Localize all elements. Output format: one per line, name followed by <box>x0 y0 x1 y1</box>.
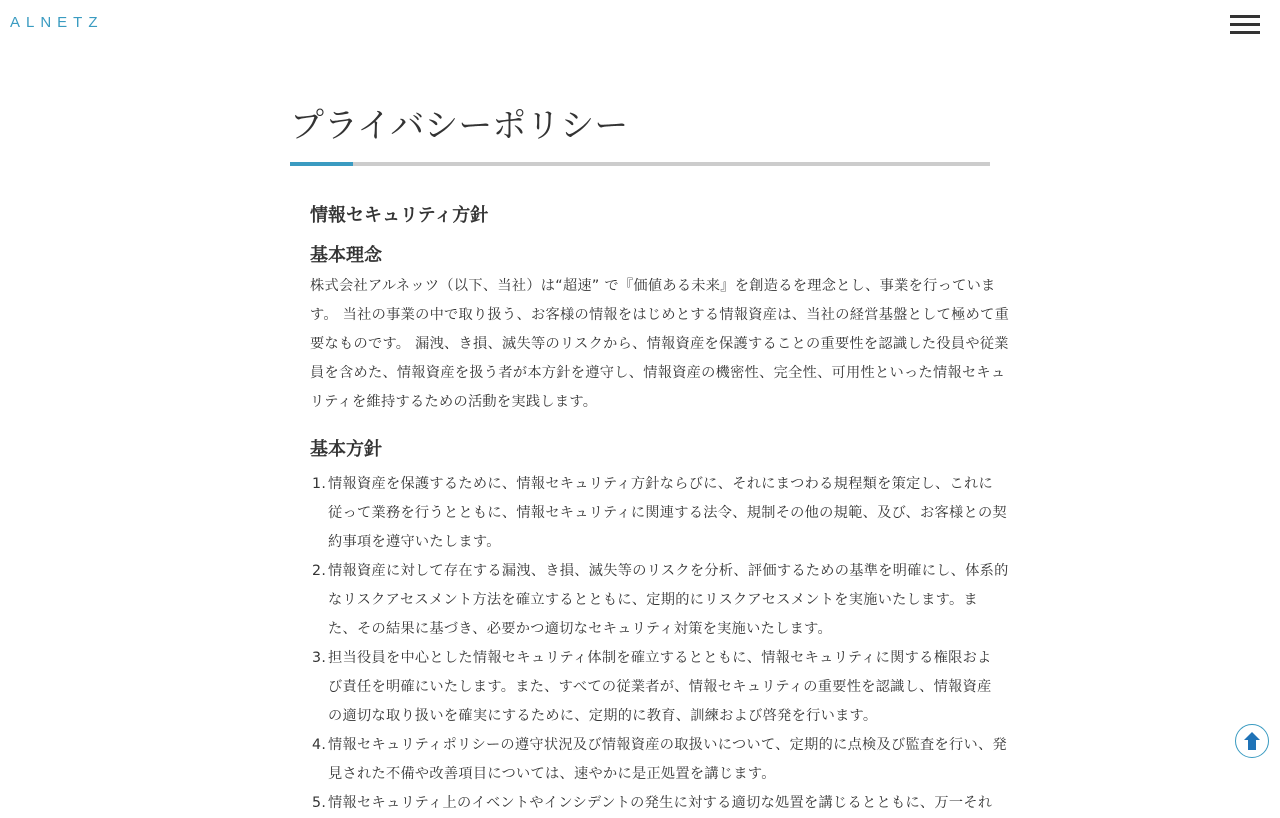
policy-list <box>310 470 1012 818</box>
policy-item <box>310 557 1012 644</box>
policy-item-number: 2. <box>312 563 327 579</box>
policy-heading: 基本方針 <box>310 439 382 460</box>
policy-item-line: 情報資産を保護するために、情報セキュリティ方針ならびに、それにまつわる規程類を策定し、これに <box>328 476 994 492</box>
policy-item-line: 担当役員を中心とした情報セキュリティ体制を確立するとともに、情報セキュリティに関する権限およ <box>328 650 992 666</box>
philosophy-heading: 基本理念 <box>310 245 382 266</box>
main-content <box>310 200 1012 818</box>
hamburger-menu-icon[interactable] <box>1230 15 1260 37</box>
menu-bar <box>1230 23 1260 26</box>
policy-item-line: 情報セキュリティ上のイベントやインシデントの発生に対する適切な処置を講じるとともに、万一それ <box>328 795 993 811</box>
policy-item-line: 情報資産に対して存在する漏洩、き損、滅失等のリスクを分析、評価するための基準を明確にし、体系的 <box>328 563 1009 579</box>
section-title: 情報セキュリティ方針 <box>310 205 489 226</box>
scroll-to-top-button[interactable] <box>1235 724 1269 758</box>
policy-item-line: の適切な取り扱いを確実にするために、定期的に教育、訓練および啓発を行います。 <box>328 708 878 724</box>
policy-item-line: 従って業務を行うとともに、情報セキュリティに関連する法令、規制その他の規範、及び、お客様との契 <box>328 505 1007 521</box>
paragraph-line: 員を含めた、情報資産を扱う者が本方針を遵守し、情報資産の機密性、完全性、可用性といった情報セキュ <box>310 365 1006 381</box>
policy-item-number: 1. <box>312 476 327 492</box>
menu-bar <box>1230 15 1260 18</box>
arrow-up-icon <box>1240 729 1264 753</box>
policy-item-line: 情報セキュリティポリシーの遵守状況及び情報資産の取扱いについて、定期的に点検及び監査を行い、発 <box>328 737 1007 753</box>
paragraph-line: 株式会社アルネッツ（以下、当社）は“超速” で『価値ある未来』を創造るを理念とし、事業を行っていま <box>310 278 996 294</box>
policy-item-line: なリスクアセスメント方法を確立するとともに、定期的にリスクアセスメントを実施いたします。ま <box>328 592 978 608</box>
paragraph-line: リティを維持するための活動を実践します。 <box>310 394 598 410</box>
policy-item <box>310 470 1012 557</box>
paragraph-line: す。 当社の事業の中で取り扱う、お客様の情報をはじめとする情報資産は、当社の経営基盤として極めて重 <box>310 307 1010 323</box>
policy-item-line: 約事項を遵守いたします。 <box>328 534 501 550</box>
paragraph-line: 要なものです。 漏洩、き損、滅失等のリスクから、情報資産を保護することの重要性を認識した役員や従業 <box>310 336 1009 352</box>
policy-item-line: 見された不備や改善項目については、速やかに是正処置を講じます。 <box>328 766 776 782</box>
page-title: プライバシーポリシー <box>290 106 629 146</box>
policy-item <box>310 789 1012 818</box>
title-underline <box>290 162 990 166</box>
policy-item-number: 4. <box>312 737 327 753</box>
policy-item-number: 5. <box>312 795 327 811</box>
philosophy-paragraph <box>310 272 1012 417</box>
title-underline-accent <box>290 162 353 166</box>
policy-item-number: 3. <box>312 650 327 666</box>
policy-item-line: た、その結果に基づき、必要かつ適切なセキュリティ対策を実施いたします。 <box>328 621 832 637</box>
menu-bar <box>1230 31 1260 34</box>
policy-item <box>310 644 1012 731</box>
policy-item-line: び責任を明確にいたします。また、すべての従業者が、情報セキュリティの重要性を認識し、情報資産 <box>328 679 992 695</box>
logo[interactable]: ALNETZ <box>10 14 104 31</box>
policy-item <box>310 731 1012 789</box>
